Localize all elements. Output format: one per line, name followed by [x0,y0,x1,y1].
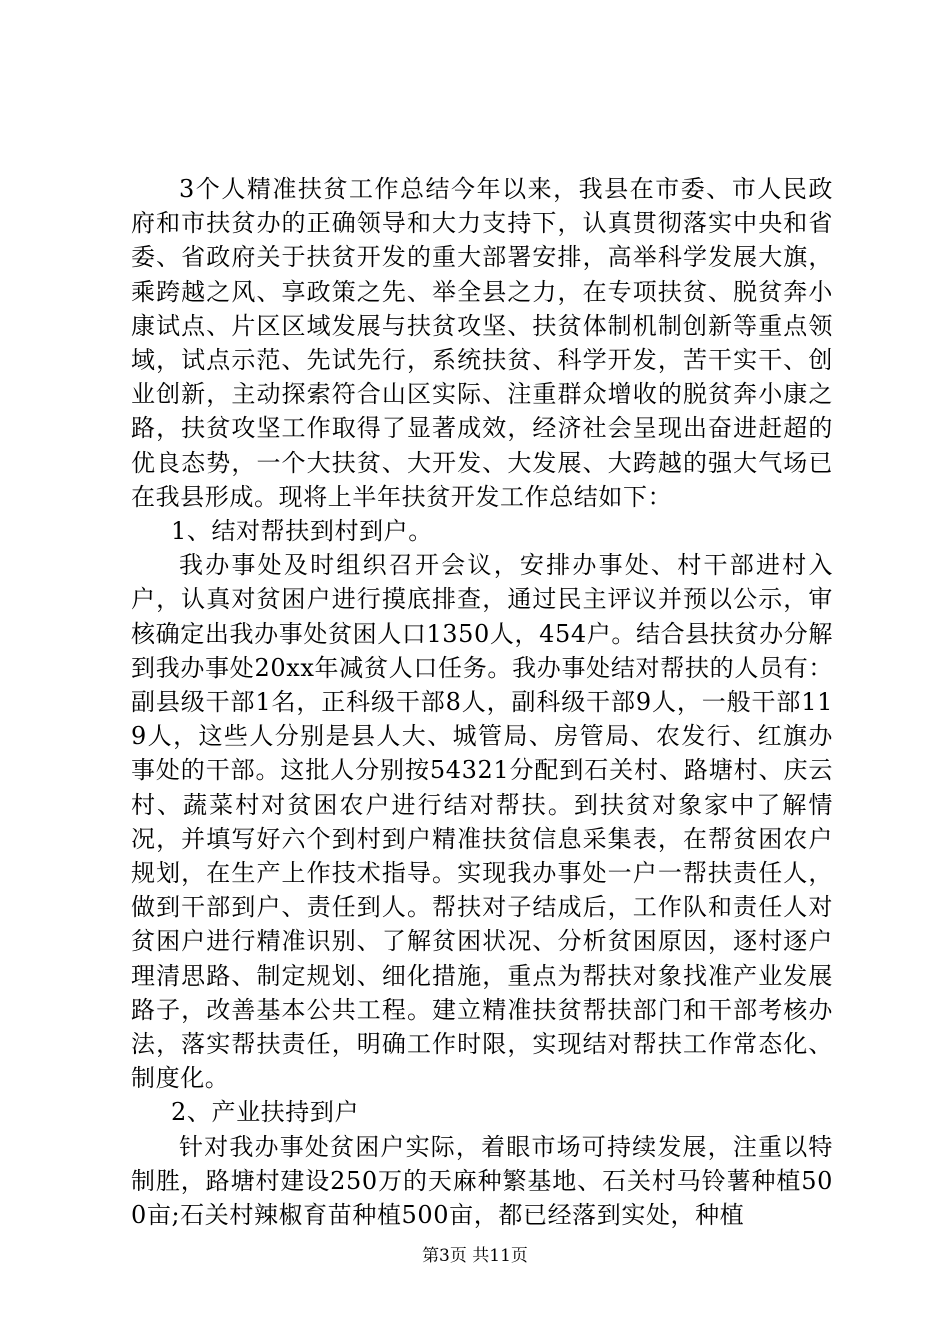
document-body [131,172,833,1232]
section-heading-2: 2、产业扶持到户 [171,1098,360,1127]
page-number-footer: 第3页 共11页 [422,1246,528,1266]
section-1-paragraph: 我办事处及时组织召开会议，安排办事处、村干部进村入户，认真对贫困户进行摸底排查，通过民主评议并预以公示，审核确定出我办事处贫困人口1350人，454户。结合县扶贫办分解到我办事处20xx年减贫人口任务。我办事处结对帮扶的人员有：副县级干部1名，正科级干部8人，副科级干部9人，一般干部119人，这些人分别是县人大、城管局、房管局、农发行、红旗办事处的干部。这批人分别按54321分配到石关村、路塘村、庆云村、蔬菜村对贫困农户进行结对帮扶。到扶贫对象家中了解情况，并填写好六个到村到户精准扶贫信息采集表，在帮贫困农户规划，在生产上作技术指导。实现我办事处一户一帮扶责任人，做到干部到户、责任到人。帮扶对子结成后，工作队和责任人对贫困户进行精准识别、了解贫困状况、分析贫困原因，逐村逐户理清思路、制定规划、细化措施，重点为帮扶对象找准产业发展路子，改善基本公共工程。建立精准扶贫帮扶部门和干部考核办法，落实帮扶责任，明确工作时限，实现结对帮扶工作常态化、制度化。 [131,551,833,1093]
section-2-paragraph: 针对我办事处贫困户实际，着眼市场可持续发展，注重以特制胜，路塘村建设250万的天麻种繁基地、石关村马铃薯种植500亩;石关村辣椒育苗种植500亩，都已经落到实处，种植 [131,1132,833,1230]
intro-paragraph: 3个人精准扶贫工作总结今年以来，我县在市委、市人民政府和市扶贫办的正确领导和大力支持下，认真贯彻落实中央和省委、省政府关于扶贫开发的重大部署安排，高举科学发展大旗，乘跨越之风、享政策之先、举全县之力，在专项扶贫、脱贫奔小康试点、片区区域发展与扶贫攻坚、扶贫体制机制创新等重点领域，试点示范、先试先行，系统扶贫、科学开发，苦干实干、创业创新，主动探索符合山区实际、注重群众增收的脱贫奔小康之路，扶贫攻坚工作取得了显著成效，经济社会呈现出奋进赶超的优良态势，一个大扶贫、大开发、大发展、大跨越的强大气场已在我县形成。现将上半年扶贫开发工作总结如下： [131,175,833,511]
section-heading-1: 1、结对帮扶到村到户。 [171,517,433,546]
